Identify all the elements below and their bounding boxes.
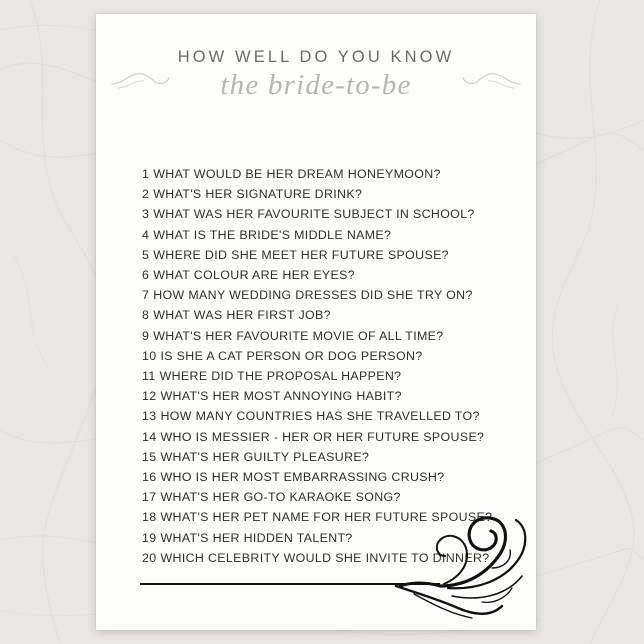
question-text: WHICH CELEBRITY WOULD SHE INVITE TO DINNER? — [160, 550, 490, 565]
question-text: WHO IS MESSIER - HER OR HER FUTURE SPOUSE? — [160, 429, 485, 444]
question-text: WHAT WAS HER FAVOURITE SUBJECT IN SCHOOL? — [153, 207, 475, 222]
question-number: 10 — [142, 348, 157, 363]
question-number: 3 — [142, 207, 150, 222]
question-number: 4 — [142, 227, 150, 242]
question-number: 20 — [142, 550, 157, 565]
invitation-card — [96, 14, 536, 630]
page-subtitle: the bride-to-be — [220, 69, 412, 101]
question-number: 15 — [142, 449, 157, 464]
question-text: HOW MANY WEDDING DRESSES DID SHE TRY ON? — [153, 288, 473, 303]
list-item — [142, 406, 536, 426]
list-item — [142, 245, 536, 265]
list-item — [142, 225, 536, 245]
question-list — [96, 164, 536, 568]
question-number: 6 — [142, 268, 150, 283]
flourish-swirl-icon — [462, 66, 522, 97]
question-text: WHAT WOULD BE HER DREAM HONEYMOON? — [153, 167, 441, 181]
list-item — [142, 386, 536, 406]
list-item — [142, 447, 536, 467]
question-text: WHO IS HER MOST EMBARRASSING CRUSH? — [160, 470, 445, 485]
question-text: WHAT'S HER FAVOURITE MOVIE OF ALL TIME? — [153, 328, 444, 343]
question-number: 5 — [142, 247, 150, 262]
question-number: 2 — [142, 187, 150, 202]
list-item — [142, 204, 536, 224]
question-text: WHAT IS THE BRIDE'S MIDDLE NAME? — [153, 227, 392, 242]
question-text: WHAT'S HER SIGNATURE DRINK? — [153, 187, 363, 202]
page-title: HOW WELL DO YOU KNOW — [177, 48, 455, 66]
question-text: WHAT'S HER HIDDEN TALENT? — [160, 530, 353, 545]
question-number: 16 — [142, 470, 157, 485]
question-text: WHAT COLOUR ARE HER EYES? — [153, 268, 356, 283]
list-item — [142, 305, 536, 325]
list-item — [142, 346, 536, 366]
question-text: HOW MANY COUNTRIES HAS SHE TRAVELLED TO? — [160, 409, 480, 424]
question-text: WHAT'S HER GO-TO KARAOKE SONG? — [160, 490, 401, 505]
question-number: 11 — [142, 369, 156, 384]
card-header — [96, 14, 536, 144]
list-item — [142, 548, 536, 568]
list-item — [142, 427, 536, 447]
list-item — [142, 164, 536, 184]
question-text: WHERE DID THE PROPOSAL HAPPEN? — [159, 369, 402, 384]
question-number: 9 — [142, 328, 150, 343]
question-number: 14 — [142, 429, 157, 444]
flourish-swirl-icon — [110, 66, 170, 97]
question-text: WHAT'S HER GUILTY PLEASURE? — [160, 449, 370, 464]
question-number: 12 — [142, 389, 157, 404]
question-text: WHAT'S HER MOST ANNOYING HABIT? — [160, 389, 402, 404]
list-item — [142, 528, 536, 548]
question-number: 1 — [142, 167, 150, 181]
horizontal-rule — [140, 583, 440, 585]
list-item — [142, 285, 536, 305]
question-text: IS SHE A CAT PERSON OR DOG PERSON? — [160, 348, 423, 363]
question-text: WHAT WAS HER FIRST JOB? — [153, 308, 331, 323]
list-item — [142, 326, 536, 346]
question-number: 8 — [142, 308, 150, 323]
question-number: 18 — [142, 510, 157, 525]
list-item — [142, 366, 536, 386]
list-item — [142, 487, 536, 507]
question-text: WHAT'S HER PET NAME FOR HER FUTURE SPOUSE? — [160, 510, 493, 525]
list-item — [142, 467, 536, 487]
list-item — [142, 184, 536, 204]
question-number: 7 — [142, 288, 150, 303]
list-item — [142, 265, 536, 285]
question-number: 17 — [142, 490, 157, 505]
question-text: WHERE DID SHE MEET HER FUTURE SPOUSE? — [153, 247, 449, 262]
question-number: 19 — [142, 530, 157, 545]
list-item — [142, 507, 536, 527]
question-number: 13 — [142, 409, 157, 424]
